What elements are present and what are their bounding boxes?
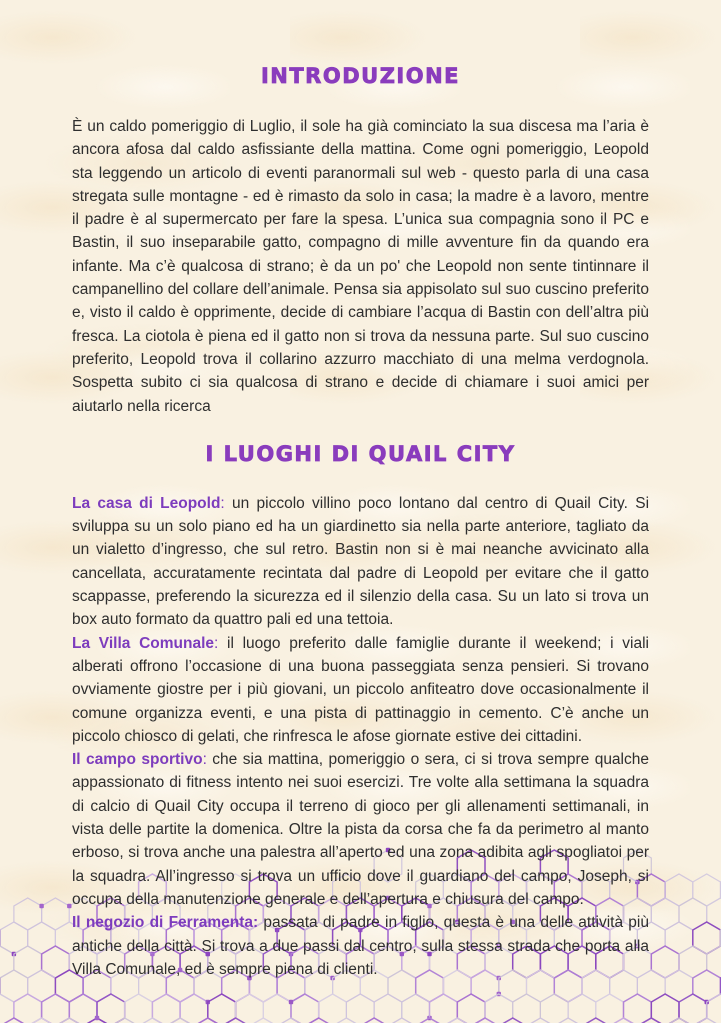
- location-description: passata di padre in figlio, questa è una delle attività più antiche della città. Si trova a due passi dal centro, sulla stessa strada che porta alla Villa Comunale, ed è sempre piena di clienti.: [72, 914, 649, 978]
- location-label-separator: :: [202, 751, 207, 769]
- location-label: Il negozio di Ferramenta:: [72, 914, 259, 932]
- heading-introduzione: INTRODUZIONE: [260, 64, 461, 88]
- location-entry-campo-sportivo: [72, 748, 649, 911]
- location-label: Il campo sportivo: [72, 751, 203, 769]
- location-label: La Villa Comunale: [72, 634, 214, 652]
- location-description: il luogo preferito dalle famiglie durante il weekend; i viali alberati offrono l’occasione di una buona passeggiata senza pensieri. Si trovano ovviamente giostre per i più giovani, un piccolo anfiteatro dove occasionalmente il comune organizza eventi, e una pista di pattinaggio in cemento. C’è anche un piccolo chiosco di gelati, che rinfresca le afose giornate estive dei cittadini.: [72, 634, 649, 745]
- intro-paragraph: È un caldo pomeriggio di Luglio, il sole ha già cominciato la sua discesa ma l’aria è ancora afosa dal caldo asfissiante della mattina. Come ogni pomeriggio, Leopold sta leggendo un articolo di eventi paranormali sul web - questo parla di una casa stregata sulle montagne - ed è rimasto da solo in casa; la madre è a lavoro, mentre il padre è al supermercato per fare la spesa. L’unica sua compagnia sono il PC e Bastin, il suo inseparabile gatto, compagno di mille avventure fin da quando era infante. Ma c’è qualcosa di strano; è da un po' che Leopold non sente tintinnare il campanellino del collare dell’animale. Pensa sia appisolato sul suo cuscino preferito e, visto il caldo è opprimente, decide di cambiare l’acqua di Bastin con dell’altra più fresca. La ciotola è piena ed il gatto non si trova da nessuna parte. Sul suo cuscino preferito, Leopold trova il collarino azzurro macchiato di una melma verdognola. Sospetta subito ci sia qualcosa di strano e decide di chiamare i suoi amici per aiutarlo nella ricerca: [72, 118, 649, 415]
- location-entry-negozio-ferramenta: [72, 911, 649, 981]
- location-label: La casa di Leopold: [72, 494, 221, 512]
- location-description: un piccolo villino poco lontano dal centro di Quail City. Si sviluppa su un solo piano ed ha un giardinetto sia nella parte anteriore, tagliato da un vialetto d’ingresso, che sul retro. Bastin non si è mai neanche avvicinato alla cancellata, accuratamente recintata dal padre di Leopold per evitare che il gatto scappasse, preferendo la sicurezza ed il silenzio della casa. Su un lato si trova un box auto formato da quattro pali ed una tettoia.: [72, 494, 650, 629]
- location-entry-casa-leopold: [72, 492, 649, 632]
- location-description: che sia mattina, pomeriggio o sera, ci si trova sempre qualche appassionato di fitness intento nei suoi esercizi. Tre volte alla settimana la squadra di calcio di Quail City occupa il terreno di gioco per gli allenamenti settimanali, in vista delle partite la domenica. Oltre la pista da corsa che fa da perimetro al manto erboso, si trova anche una palestra all’aperto ed una zona adibita agli spogliatoi per la squadra. All’ingresso si trova un ufficio dove il guardiano del campo, Joseph, si occupa della manutenzione generale e dell’apertura e chiusura del campo.: [72, 751, 649, 908]
- location-label-separator: :: [220, 494, 225, 512]
- location-entry-villa-comunale: [72, 632, 649, 748]
- location-label-separator: :: [214, 634, 219, 652]
- heading-luoghi-quail-city: I LUOGHI DI QUAIL CITY: [205, 441, 516, 466]
